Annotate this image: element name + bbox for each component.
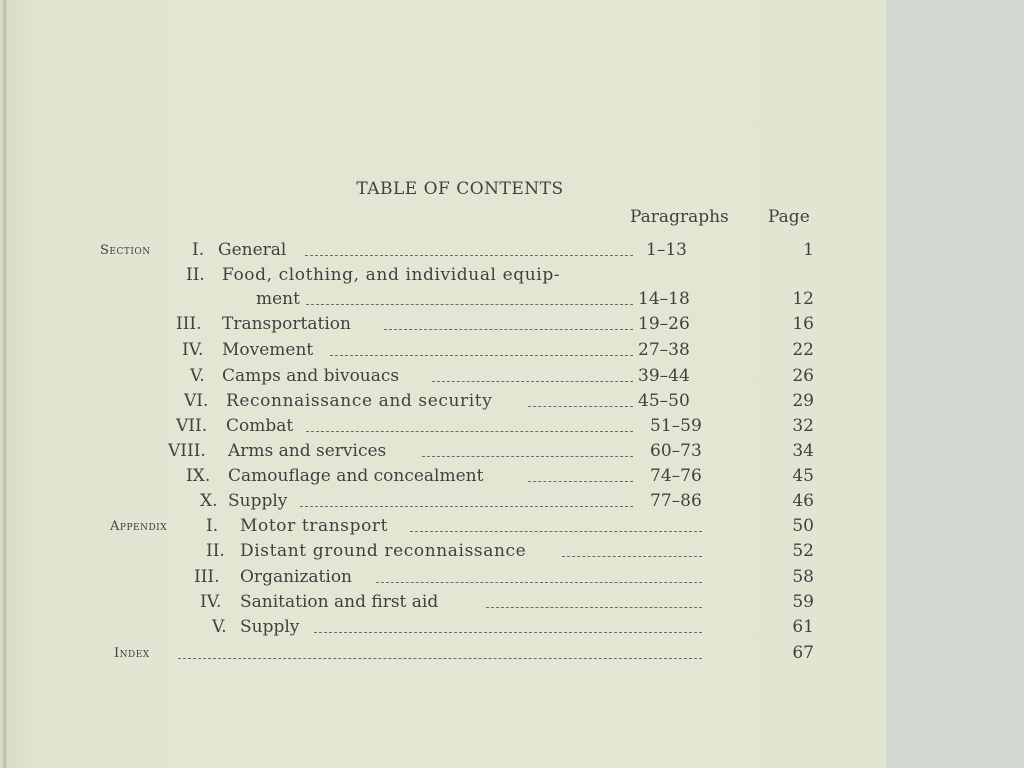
toc-entry [0, 441, 886, 466]
entry-page: 32 [792, 416, 814, 436]
toc-entry [0, 391, 886, 416]
toc-entry [0, 240, 886, 265]
entry-label: Camps and bivouacs [222, 366, 400, 386]
entry-label: Motor transport [240, 516, 389, 536]
background-surface [886, 0, 1024, 768]
dot-leader [562, 556, 702, 557]
entry-prefix: Appendix [110, 519, 168, 534]
entry-paragraphs: 27–38 [638, 340, 690, 360]
toc-entry [0, 314, 886, 339]
toc-entry [0, 366, 886, 391]
dot-leader [178, 658, 702, 659]
toc-entry [0, 516, 886, 541]
entry-label: Transportation [222, 314, 351, 334]
entry-numeral: I. [206, 516, 219, 536]
dot-leader [410, 531, 702, 532]
entry-page: 58 [792, 567, 814, 587]
toc-entry [0, 466, 886, 491]
entry-page: 61 [792, 617, 814, 637]
dot-leader [306, 431, 633, 432]
entry-page: 46 [792, 491, 814, 511]
entry-numeral: IX. [186, 466, 211, 486]
entry-paragraphs: 19–26 [638, 314, 690, 334]
dot-leader [528, 481, 633, 482]
entry-paragraphs: 39–44 [638, 366, 690, 386]
entry-page: 22 [792, 340, 814, 360]
dot-leader [528, 406, 633, 407]
entry-paragraphs: 14–18 [638, 289, 690, 309]
entry-paragraphs: 45–50 [638, 391, 690, 411]
entry-page: 16 [792, 314, 814, 334]
entry-label: Arms and services [228, 441, 387, 461]
page-title: TABLE OF CONTENTS [356, 179, 564, 199]
toc-entry [0, 541, 886, 566]
dot-leader [306, 304, 633, 305]
entry-page: 45 [792, 466, 814, 486]
toc-entry [0, 340, 886, 365]
entry-paragraphs: 51–59 [650, 416, 702, 436]
entry-prefix: Section [100, 243, 151, 258]
column-header-page: Page [768, 207, 810, 227]
entry-numeral: III. [194, 567, 220, 587]
entry-page: 52 [792, 541, 814, 561]
dot-leader [376, 582, 702, 583]
entry-numeral: X. [200, 491, 218, 511]
entry-label: Distant ground reconnaissance [240, 541, 527, 561]
entry-page: 1 [803, 240, 814, 260]
entry-numeral: II. [206, 541, 225, 561]
entry-page: 34 [792, 441, 814, 461]
entry-paragraphs: 60–73 [650, 441, 702, 461]
entry-paragraphs: 74–76 [650, 466, 702, 486]
entry-page: 26 [792, 366, 814, 386]
entry-page: 67 [792, 643, 814, 663]
toc-entry [0, 567, 886, 592]
entry-page: 50 [792, 516, 814, 536]
entry-page: 12 [792, 289, 814, 309]
toc-entry [0, 265, 886, 290]
entry-label: Movement [222, 340, 314, 360]
entry-label: Reconnaissance and security [226, 391, 493, 411]
entry-label: General [218, 240, 287, 260]
entry-label: ment [256, 289, 300, 309]
toc-entry-index [0, 643, 886, 668]
entry-label: Combat [226, 416, 294, 436]
dot-leader [486, 607, 702, 608]
entry-prefix: Index [114, 646, 150, 661]
entry-numeral: VI. [184, 391, 209, 411]
toc-entry [0, 416, 886, 441]
entry-numeral: III. [176, 314, 202, 334]
dot-leader [314, 632, 702, 633]
entry-numeral: IV. [200, 592, 222, 612]
entry-label: Camouflage and concealment [228, 466, 484, 486]
entry-paragraphs: 1–13 [646, 240, 687, 260]
toc-entry [0, 491, 886, 516]
entry-label: Food, clothing, and individual equip- [222, 265, 561, 285]
toc-entry [0, 617, 886, 642]
entry-label: Sanitation and first aid [240, 592, 439, 612]
dot-leader [384, 329, 633, 330]
entry-numeral: I. [192, 240, 205, 260]
entry-numeral: II. [186, 265, 205, 285]
entry-page: 59 [792, 592, 814, 612]
entry-numeral: V. [212, 617, 227, 637]
toc-entry-continuation [0, 289, 886, 314]
entry-page: 29 [792, 391, 814, 411]
dot-leader [300, 506, 633, 507]
toc-entry [0, 592, 886, 617]
dot-leader [422, 456, 633, 457]
dot-leader [305, 255, 633, 256]
entry-numeral: VIII. [168, 441, 206, 461]
entry-label: Supply [240, 617, 300, 637]
entry-paragraphs: 77–86 [650, 491, 702, 511]
dot-leader [432, 381, 633, 382]
dot-leader [330, 355, 633, 356]
column-header-paragraphs: Paragraphs [630, 207, 729, 227]
entry-numeral: IV. [182, 340, 204, 360]
entry-numeral: VII. [176, 416, 208, 436]
entry-label: Supply [228, 491, 288, 511]
entry-label: Organization [240, 567, 353, 587]
entry-numeral: V. [190, 366, 205, 386]
